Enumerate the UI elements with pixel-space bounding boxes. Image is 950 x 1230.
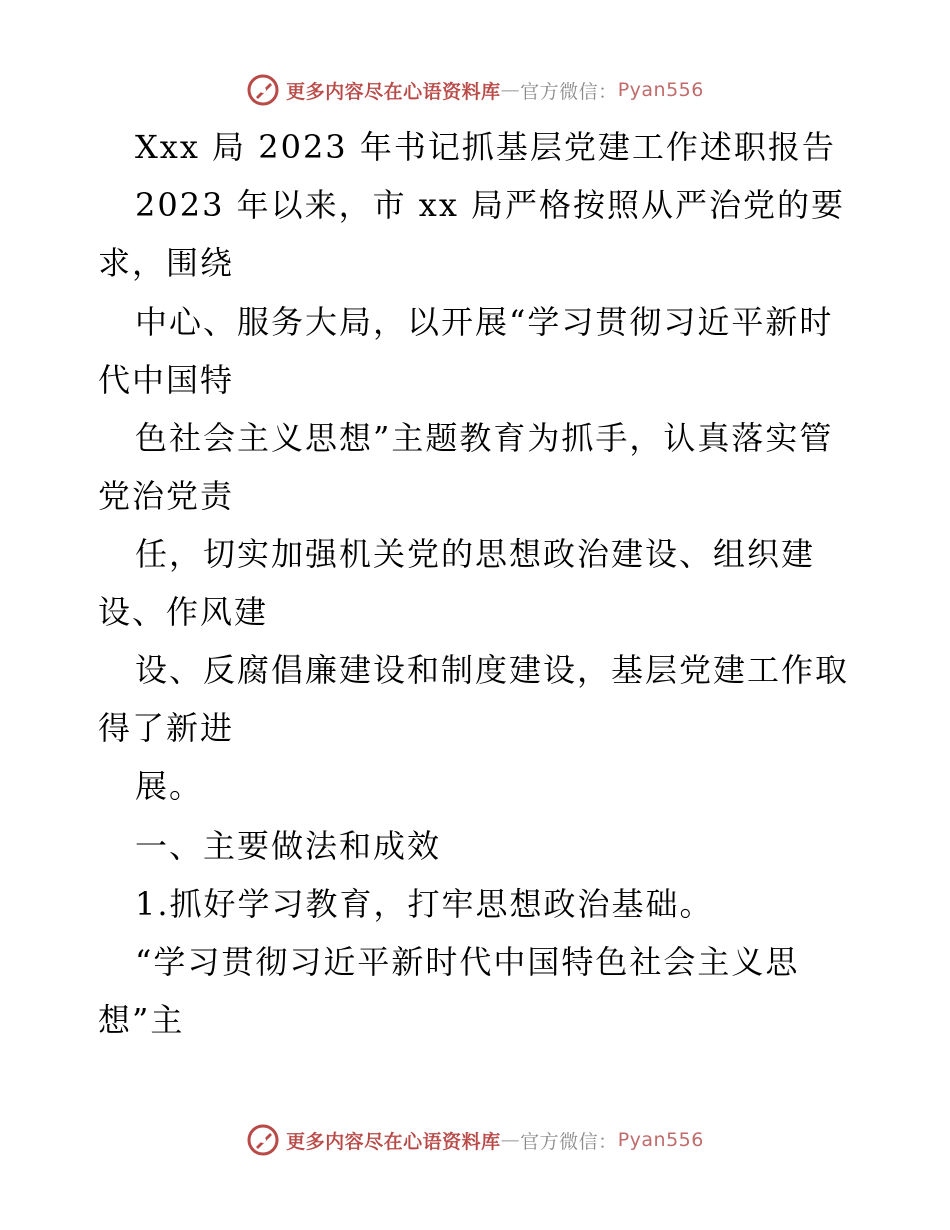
section-heading: 一、主要做法和成效	[135, 827, 442, 865]
paragraph-line: 想”主	[98, 1001, 185, 1039]
paragraph-line: 2023 年以来，市 xx 局严格按照从严治党的要	[135, 186, 846, 224]
paragraph-line: 设、反腐倡廉建设和制度建设，基层党建工作取	[135, 651, 850, 689]
paragraph-line: 设、作风建	[98, 593, 269, 631]
document-title: Xxx 局 2023 年书记抓基层党建工作述职报告	[135, 128, 836, 166]
paragraph-line: 展。	[135, 767, 204, 805]
watermark-wechat-id: Pyan556	[617, 79, 704, 101]
paragraph-line: 色社会主义思想”主题教育为抓手，认真落实管	[135, 419, 834, 457]
paragraph-line: 任，切实加强机关党的思想政治建设、组织建	[135, 535, 816, 573]
paragraph-line: “学习贯彻习近平新时代中国特色社会主义思	[135, 943, 800, 981]
pen-circle-logo-icon	[246, 1123, 280, 1157]
paragraph-line: 求，围绕	[98, 244, 235, 282]
watermark-main-text: 更多内容尽在心语资料库	[286, 80, 501, 103]
watermark-wechat-label: 官方微信：	[520, 80, 618, 103]
watermark-separator: —	[500, 79, 521, 101]
subsection-heading: 1.抓好学习教育，打牢思想政治基础。	[135, 885, 714, 923]
paragraph-line: 党治党责	[98, 477, 235, 515]
watermark-banner-bottom	[0, 1120, 950, 1160]
watermark-wechat-id: Pyan556	[617, 1129, 704, 1151]
paragraph-line: 得了新进	[98, 709, 235, 747]
watermark-main-text: 更多内容尽在心语资料库	[286, 1130, 501, 1153]
watermark-separator: —	[500, 1129, 521, 1151]
watermark-wechat-label: 官方微信：	[520, 1130, 618, 1153]
paragraph-line: 代中国特	[98, 361, 235, 399]
paragraph-line: 中心、服务大局，以开展“学习贯彻习近平新时	[135, 303, 834, 341]
